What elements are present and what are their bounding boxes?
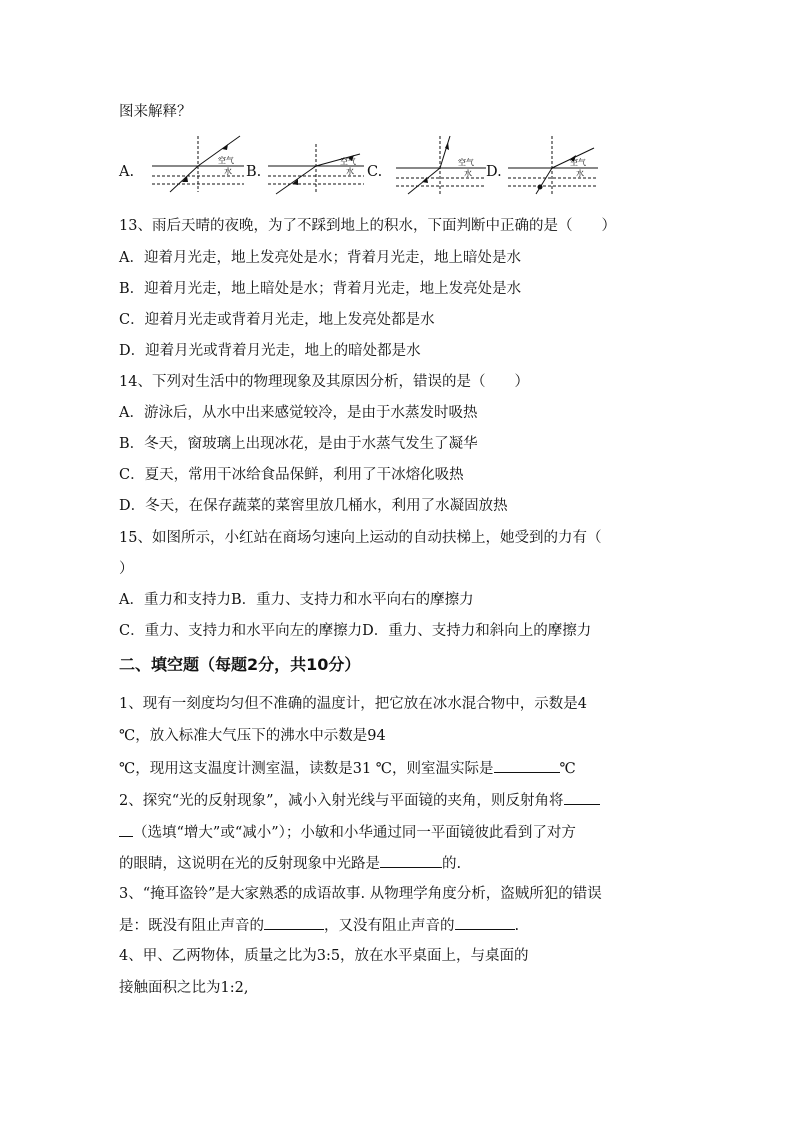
q14-stem: 14、下列对生活中的物理现象及其原因分析，错误的是（ ） <box>119 374 529 390</box>
option-a-label: A. <box>119 164 135 180</box>
air-label: 空气 <box>340 157 356 166</box>
answer-blank[interactable] <box>494 758 560 773</box>
q13-option-b: B．迎着月光走，地上暗处是水；背着月光走，地上发亮处是水 <box>119 281 522 297</box>
f2-line1 <box>119 790 600 811</box>
f2-text: 2、探究“光的反射现象”，减小入射光线与平面镜的夹角，则反射角将 <box>119 793 564 809</box>
air-label: 空气 <box>570 158 586 167</box>
f3-text-end: . <box>514 918 520 934</box>
water-label: 水 <box>224 167 232 176</box>
water-label: 水 <box>464 169 472 178</box>
f4-line1: 4、甲、乙两物体，质量之比为3:5，放在水平桌面上，与桌面的 <box>119 948 529 964</box>
q14-option-c: C．夏天，常用干冰给食品保鲜，利用了干冰熔化吸热 <box>119 467 464 483</box>
q15-stem-end: ） <box>119 561 134 577</box>
q13-stem: 13、雨后天晴的夜晚，为了不踩到地上的积水，下面判断中正确的是（ ） <box>119 218 616 234</box>
q14-option-b: B．冬天，窗玻璃上出现冰花，是由于水蒸气发生了凝华 <box>119 436 478 452</box>
q13-option-d: D．迎着月光或背着月光走，地上的暗处都是水 <box>119 343 421 359</box>
option-d-label: D. <box>486 164 502 180</box>
option-b-label: B. <box>246 164 262 180</box>
q15-options-cd: C．重力、支持力和水平向左的摩擦力D．重力、支持力和斜向上的摩擦力 <box>119 623 592 639</box>
water-label: 水 <box>576 169 584 178</box>
air-label: 空气 <box>458 158 474 167</box>
f1-line3 <box>119 758 576 779</box>
f2-line2 <box>119 822 576 843</box>
f3-text-mid: ，又没有阻止声音的 <box>324 918 455 934</box>
refraction-diagram-d <box>508 134 600 196</box>
intro-text: 图来解释？ <box>119 104 192 120</box>
f2-line3 <box>119 853 461 874</box>
f1-text: ℃，现用这支温度计测室温，读数是31 ℃，则室温实际是 <box>119 761 494 777</box>
answer-blank-continued[interactable] <box>119 822 133 837</box>
f3-line2 <box>119 915 519 936</box>
f2-text: 的眼睛，这说明在光的反射现象中光路是 <box>119 856 380 872</box>
f2-text: （选填“增大”或“减小”）；小敏和小华通过同一平面镜彼此看到了对方 <box>133 825 576 841</box>
f3-line1: 3、“掩耳盗铃”是大家熟悉的成语故事. 从物理学角度分析，盗贼所犯的错误 <box>119 886 602 902</box>
f1-line1: 1、现有一刻度均匀但不准确的温度计，把它放在冰水混合物中，示数是4 <box>119 696 587 712</box>
answer-blank[interactable] <box>264 915 324 930</box>
water-label: 水 <box>346 167 354 176</box>
q13-option-a: A．迎着月光走，地上发亮处是水；背着月光走，地上暗处是水 <box>119 250 521 266</box>
option-c-label: C. <box>367 164 383 180</box>
q14-option-d: D．冬天，在保存蔬菜的菜窖里放几桶水，利用了水凝固放热 <box>119 498 508 514</box>
answer-blank[interactable] <box>380 853 442 868</box>
f1-unit: ℃ <box>559 761 576 777</box>
answer-blank[interactable] <box>455 915 515 930</box>
refraction-diagram-a <box>152 132 246 194</box>
f3-text: 是：既没有阻止声音的 <box>119 918 264 934</box>
refraction-diagram-b <box>268 142 366 196</box>
q15-options-ab: A．重力和支持力B．重力、支持力和水平向右的摩擦力 <box>119 592 474 608</box>
answer-blank[interactable] <box>564 790 600 805</box>
q15-stem: 15、如图所示，小红站在商场匀速向上运动的自动扶梯上，她受到的力有（ <box>119 530 602 546</box>
q14-option-a: A．游泳后，从水中出来感觉较冷，是由于水蒸发时吸热 <box>119 405 478 421</box>
air-label: 空气 <box>218 156 234 165</box>
f1-line2: ℃，放入标准大气压下的沸水中示数是94 <box>119 728 386 744</box>
refraction-diagram-c <box>396 134 488 196</box>
f2-text-end: 的. <box>442 856 462 872</box>
f4-line2: 接触面积之比为1:2, <box>119 980 249 996</box>
section-heading: 二、填空题（每题2分，共10分） <box>119 655 361 674</box>
q13-option-c: C．迎着月光走或背着月光走，地上发亮处都是水 <box>119 312 435 328</box>
